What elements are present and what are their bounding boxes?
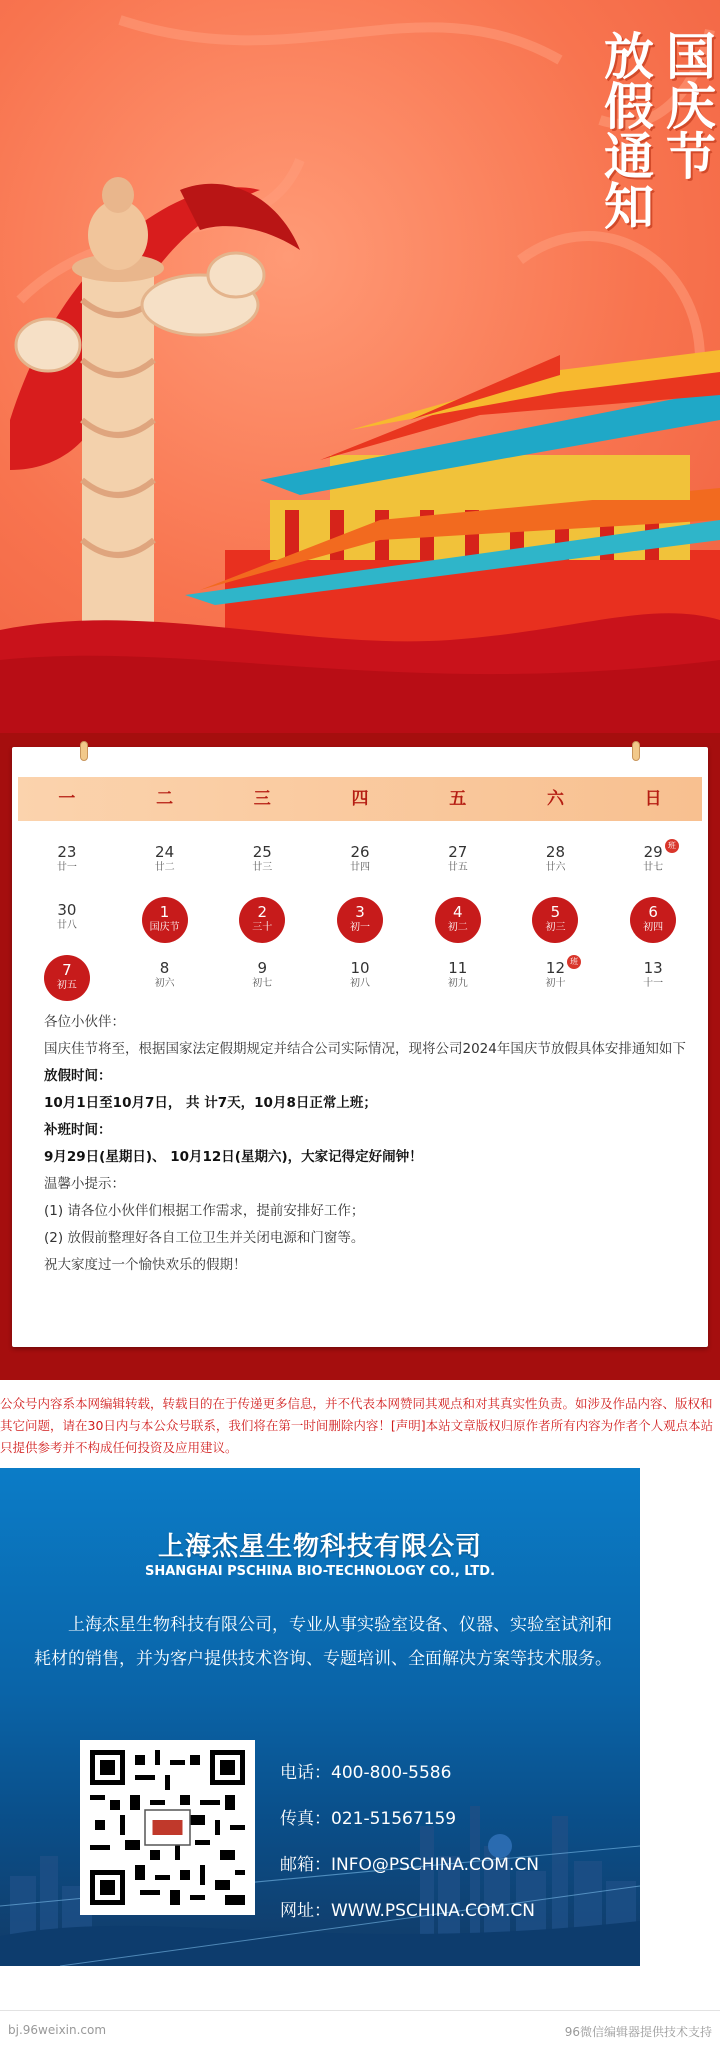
lunar-date: 廿八 bbox=[56, 920, 77, 931]
lunar-date: 初八 bbox=[350, 978, 371, 989]
calendar-day bbox=[116, 949, 214, 1007]
calendar-day bbox=[409, 833, 507, 891]
calendar-day bbox=[116, 833, 214, 891]
calendar-week-row bbox=[18, 833, 702, 891]
lunar-date: 初五 bbox=[56, 980, 77, 991]
website-link[interactable]: 网址：WWW.PSCHINA.COM.CN bbox=[280, 1901, 535, 1921]
day-number: 3 bbox=[355, 903, 365, 921]
holiday-text: 10月1日至10月7日， 共 计7天，10月8日正常上班； bbox=[44, 1095, 377, 1111]
day-number: 24 bbox=[155, 843, 175, 861]
weekday-header bbox=[18, 777, 702, 821]
notice-greeting: 各位小伙伴： bbox=[44, 1014, 125, 1030]
weekday-label: 三 bbox=[253, 789, 271, 809]
day-number: 23 bbox=[57, 843, 77, 861]
company-name-english: SHANGHAI PSCHINA BIO-TECHNOLOGY CO., LTD. bbox=[144, 1564, 496, 1579]
footer bbox=[0, 2010, 720, 2055]
calendar-day bbox=[604, 833, 702, 891]
day-number: 11 bbox=[448, 959, 468, 977]
calendar-day bbox=[213, 949, 311, 1007]
notice-closing: 祝大家度过一个愉快欢乐的假期！ bbox=[44, 1257, 247, 1273]
notice-paper bbox=[12, 747, 708, 1347]
day-number: 4 bbox=[452, 903, 463, 921]
calendar-board bbox=[0, 733, 720, 1380]
lunar-date: 初二 bbox=[447, 922, 468, 933]
day-number: 6 bbox=[648, 903, 658, 921]
workday-badge: 班 bbox=[665, 839, 679, 853]
banner-title-national-day: 国庆节 bbox=[658, 30, 717, 180]
calendar-day bbox=[604, 949, 702, 1007]
calendar-day bbox=[311, 949, 409, 1007]
company-description: 上海杰星生物科技有限公司，专业从事实验室设备、仪器、实验室试剂和耗材的销售，并为客户提供技术咨询、专题培训、全面解决方案等技术服务。 bbox=[34, 1615, 612, 1669]
lunar-date: 初一 bbox=[350, 922, 371, 933]
day-number: 29 bbox=[643, 843, 663, 861]
company-card bbox=[0, 1468, 640, 1966]
lunar-date: 廿三 bbox=[252, 862, 273, 873]
calendar-day-holiday bbox=[213, 891, 311, 949]
contact-info bbox=[280, 1750, 539, 1934]
day-number: 10 bbox=[350, 959, 370, 977]
disclaimer-text: 公众号内容系本网编辑转载，转载目的在于传递更多信息，并不代表本网赞同其观点和对其真实性负责。如涉及作品内容、版权和其它问题，请在30日内与本公众号联系，我们将在第一时间删除内容！[声明]本站文章版权归原作者所有内容为作者个人观点本站只提供参考并不构成任何投资及应用建议。 bbox=[0, 1396, 714, 1455]
calendar-week-row bbox=[18, 949, 702, 1007]
day-number: 9 bbox=[257, 959, 268, 977]
calendar-grid bbox=[18, 833, 702, 1007]
notice-intro: 国庆佳节将至，根据国家法定假期规定并结合公司实际情况，现将公司2024年国庆节放假具体安排通知如下 bbox=[44, 1041, 686, 1057]
lunar-date: 初六 bbox=[154, 978, 175, 989]
calendar-day bbox=[311, 833, 409, 891]
lunar-date: 廿六 bbox=[545, 862, 566, 873]
lunar-date: 十一 bbox=[643, 978, 664, 989]
banner-title-holiday-notice: 放假通知 bbox=[596, 30, 655, 230]
lunar-date: 廿四 bbox=[350, 862, 371, 873]
calendar-day-holiday bbox=[311, 891, 409, 949]
tips-heading: 温馨小提示： bbox=[44, 1176, 125, 1192]
calendar-day-holiday bbox=[409, 891, 507, 949]
lunar-date: 初三 bbox=[545, 922, 566, 933]
lunar-date: 初四 bbox=[643, 922, 664, 933]
day-number: 25 bbox=[252, 843, 272, 861]
calendar-day bbox=[409, 949, 507, 1007]
workday-badge: 班 bbox=[567, 955, 581, 969]
day-number: 28 bbox=[545, 843, 565, 861]
holiday-banner bbox=[0, 0, 720, 733]
email-link[interactable]: 邮箱：INFO@PSCHINA.COM.CN bbox=[280, 1855, 539, 1875]
holiday-heading: 放假时间： bbox=[44, 1068, 112, 1084]
lunar-date: 廿一 bbox=[56, 862, 77, 873]
footer-site-link[interactable]: bj.96weixin.com bbox=[8, 2023, 107, 2037]
calendar-day-holiday bbox=[116, 891, 214, 949]
day-number: 30 bbox=[57, 901, 77, 919]
weekday-label: 四 bbox=[351, 789, 369, 809]
day-number: 12 bbox=[545, 959, 565, 977]
weekday-label: 一 bbox=[58, 789, 76, 809]
day-number: 13 bbox=[643, 959, 663, 977]
day-number: 1 bbox=[159, 903, 170, 921]
notice-text bbox=[26, 1009, 702, 1279]
company-name: 上海杰星生物科技有限公司 bbox=[157, 1532, 482, 1562]
weekday-label: 六 bbox=[546, 789, 564, 809]
lunar-date: 三十 bbox=[252, 922, 273, 933]
pin-icon bbox=[80, 741, 88, 761]
qr-code-image bbox=[80, 1740, 255, 1915]
lunar-date: 初九 bbox=[447, 978, 468, 989]
lunar-date: 廿五 bbox=[447, 862, 468, 873]
makeup-text: 9月29日(星期日)、 10月12日(星期六)，大家记得定好闹钟！ bbox=[44, 1149, 423, 1165]
calendar-day-holiday bbox=[507, 891, 605, 949]
calendar-day bbox=[18, 891, 116, 949]
lunar-date: 廿七 bbox=[643, 862, 664, 873]
calendar-week-row bbox=[18, 891, 702, 949]
tip-item: (2) 放假前整理好各自工位卫生并关闭电源和门窗等。 bbox=[44, 1230, 365, 1246]
calendar-day bbox=[507, 949, 605, 1007]
weekday-label: 日 bbox=[644, 789, 662, 809]
weekday-label: 二 bbox=[156, 789, 174, 809]
pin-icon bbox=[632, 741, 640, 761]
day-number: 2 bbox=[257, 903, 268, 921]
makeup-heading: 补班时间： bbox=[44, 1122, 112, 1138]
phone-text: 电话：400-800-5586 bbox=[280, 1763, 452, 1783]
day-number: 8 bbox=[159, 959, 170, 977]
calendar-day bbox=[213, 833, 311, 891]
lunar-date: 初十 bbox=[545, 978, 566, 989]
tip-item: (1) 请各位小伙伴们根据工作需求，提前安排好工作； bbox=[44, 1203, 365, 1219]
day-number: 27 bbox=[448, 843, 468, 861]
calendar-day-holiday bbox=[18, 949, 116, 1007]
day-number: 5 bbox=[550, 903, 561, 921]
lunar-date: 国庆节 bbox=[149, 922, 180, 933]
lunar-date: 初七 bbox=[252, 978, 273, 989]
day-number: 26 bbox=[350, 843, 370, 861]
day-number: 7 bbox=[62, 961, 72, 979]
weekday-label: 五 bbox=[449, 789, 467, 809]
footer-credit: 96微信编辑器提供技术支持 bbox=[564, 2025, 712, 2039]
calendar-day-holiday bbox=[604, 891, 702, 949]
fax-text: 传真：021-51567159 bbox=[280, 1809, 457, 1829]
lunar-date: 廿二 bbox=[154, 862, 175, 873]
calendar-day bbox=[18, 833, 116, 891]
calendar-day bbox=[507, 833, 605, 891]
